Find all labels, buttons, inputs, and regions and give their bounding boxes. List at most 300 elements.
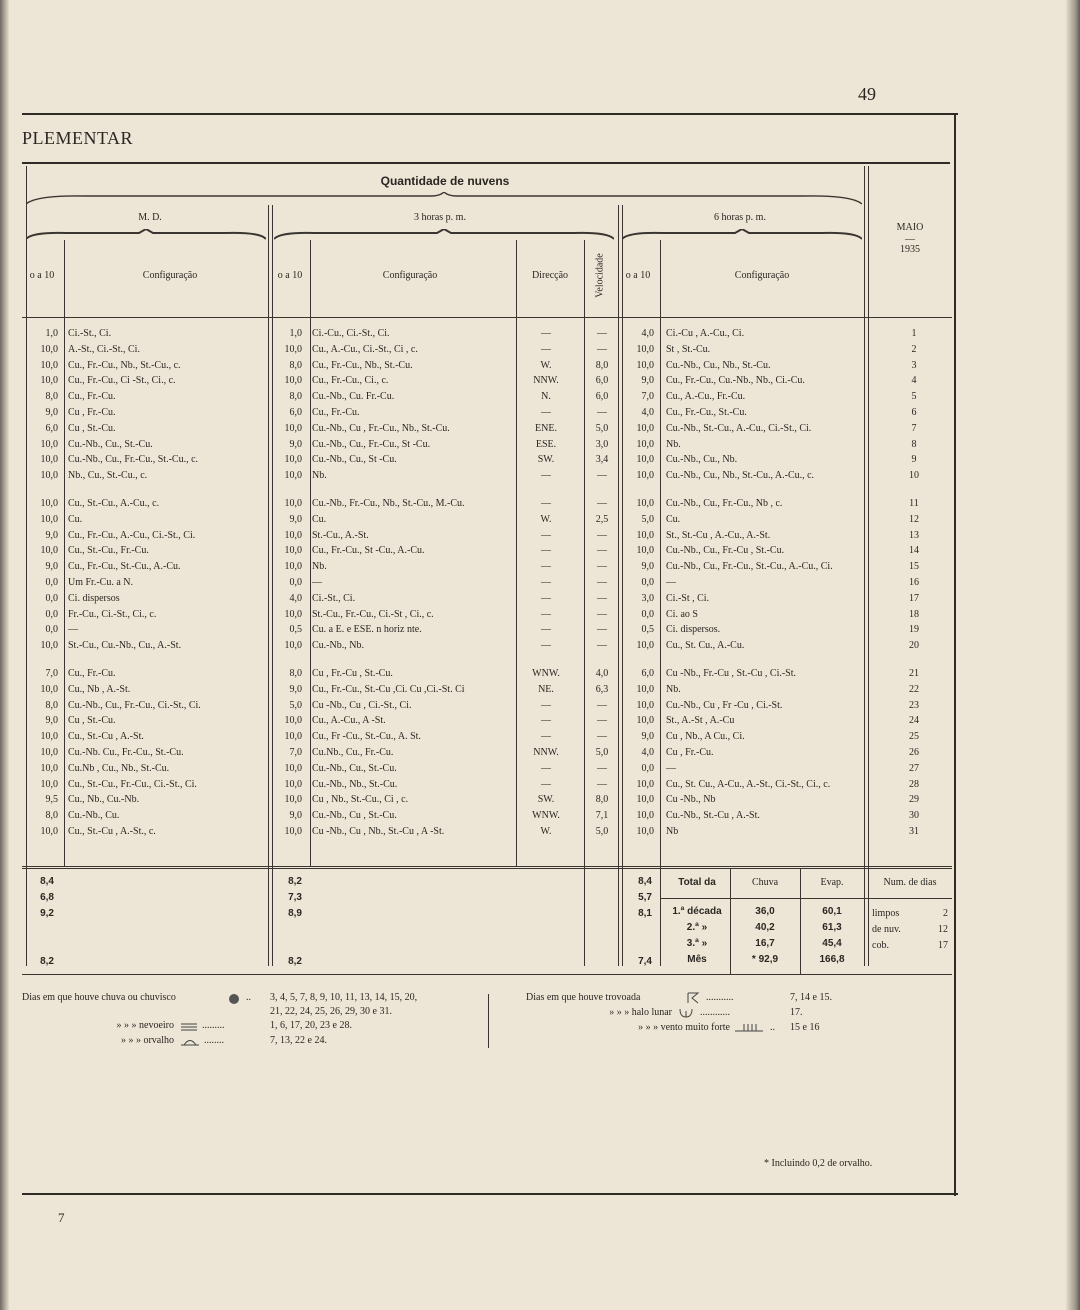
md-amount: 10,0 <box>40 778 58 790</box>
h3-config: Cu., A.-Cu., Ci.-St., Ci , c. <box>312 343 418 355</box>
md-config: Cu., Fr.-Cu., Ci -St., Ci., c. <box>68 375 176 387</box>
h6-amount: 9,0 <box>641 375 654 387</box>
h6-amount: 10,0 <box>636 715 654 727</box>
header-brace-md <box>26 229 266 241</box>
h6-config: Cu -Nb., Fr.-Cu , St.-Cu , Ci.-St. <box>666 668 797 679</box>
day: 17 <box>909 592 919 604</box>
h3-amount: 10,0 <box>284 778 302 790</box>
legend-nevoeiro-label: » » » nevoeiro <box>116 1020 174 1031</box>
h3-amount: 10,0 <box>284 640 302 652</box>
md-config: Cu. <box>68 513 83 525</box>
md-config: Cu.Nb , Cu., Nb., St.-Cu. <box>68 762 170 774</box>
header-brace-main <box>26 192 862 206</box>
header-scale-3h: o a 10 <box>277 270 303 281</box>
md-amount: 9,0 <box>45 715 58 727</box>
day: 26 <box>909 747 919 758</box>
fog-symbol-icon <box>180 1022 198 1032</box>
table-row <box>22 496 952 512</box>
h6-amount: 9,0 <box>641 561 654 573</box>
h6-config: — <box>666 577 676 588</box>
h6-amount: 10,0 <box>636 545 654 557</box>
legend-vento-days: 15 e 16 <box>790 1022 820 1033</box>
day: 19 <box>909 624 919 636</box>
period-dec3: 3.ª » <box>686 938 708 949</box>
h3-amount: 10,0 <box>284 561 302 573</box>
h6-amount: 10,0 <box>636 778 654 790</box>
table-row <box>22 373 952 389</box>
dias-cob-value: 17 <box>938 940 948 951</box>
h6-amount: 10,0 <box>636 470 654 482</box>
period-dec1: 1.ª década <box>672 906 722 917</box>
header-brace-6h <box>622 229 862 241</box>
md-config: Cu., St.-Cu., A.-Cu., c. <box>68 498 160 509</box>
table-row <box>22 682 952 698</box>
header-velocidade: Velocidade <box>594 253 606 298</box>
h3-direction: — <box>541 561 551 573</box>
md-config: St.-Cu., Cu.-Nb., Cu., A.-St. <box>68 640 182 652</box>
legend-chuva-days-2: 21, 22, 24, 25, 26, 29, 30 e 31. <box>270 1006 392 1017</box>
dias-limpos-value: 2 <box>943 908 948 919</box>
h6-config: Cu., St. Cu., A-Cu., A.-St., Ci.-St., Ci., c. <box>666 778 831 790</box>
md-config: Cu.-Nb., Cu., Fr.-Cu., St.-Cu., c. <box>68 454 199 466</box>
h6-config: Ci. dispersos. <box>666 624 721 636</box>
md-config: Cu., Nb , A.-St. <box>68 683 131 695</box>
h6-config: Cu., Fr.-Cu., Cu.-Nb., Nb., Ci.-Cu. <box>666 375 805 387</box>
day: 4 <box>911 375 917 387</box>
h3-avg-month: 8,2 <box>288 956 302 967</box>
h6-config: — <box>666 762 676 774</box>
table-row <box>22 622 952 638</box>
footnote: * Incluindo 0,2 de orvalho. <box>764 1158 873 1169</box>
h6-config: Cu., St. Cu., A.-Cu. <box>666 640 745 652</box>
md-config: Cu., Fr.-Cu. <box>68 391 116 403</box>
h6-amount: 10,0 <box>636 810 654 822</box>
md-config: Cu., Nb., Cu.-Nb. <box>68 794 140 806</box>
table-row <box>22 745 952 761</box>
h6-amount: 10,0 <box>636 359 654 371</box>
table-row <box>22 326 952 342</box>
summary-header-line <box>660 898 952 899</box>
period-dec2: 2.ª » <box>686 922 708 933</box>
h3-avg-dec1: 8,2 <box>288 876 302 887</box>
h3-direction: WNW. <box>532 810 560 822</box>
h3-velocity: — <box>597 640 607 652</box>
h6-config: Ci.-St , Ci. <box>666 592 710 604</box>
h3-amount: 10,0 <box>284 498 302 509</box>
header-scale-md: o a 10 <box>29 270 55 281</box>
top-rule <box>22 113 958 115</box>
h3-amount: 8,0 <box>289 359 302 371</box>
h3-config: Ci.-Cu., Ci.-St., Ci. <box>312 328 390 339</box>
md-amount: 10,0 <box>40 498 58 509</box>
h3-config: Nb. <box>312 470 327 482</box>
h6-amount: 0,0 <box>641 608 654 620</box>
day: 13 <box>909 529 919 541</box>
h6-config: Nb <box>666 826 679 837</box>
rain-symbol-icon <box>228 993 240 1005</box>
legend-vento-label: » » » vento muito forte <box>638 1022 730 1033</box>
h6-amount: 0,5 <box>641 624 654 636</box>
md-amount: 8,0 <box>45 810 58 822</box>
legend-vento-dots: .. <box>770 1022 775 1033</box>
day: 8 <box>911 438 917 450</box>
md-config: Cu.-Nb., Cu., Fr.-Cu., Ci.-St., Ci. <box>68 699 201 711</box>
h3-velocity: — <box>597 699 607 711</box>
h3-config: Cu., Fr.-Cu., Ci., c. <box>312 375 389 387</box>
h3-amount: 0,5 <box>289 624 302 636</box>
md-amount: 10,0 <box>40 683 58 695</box>
header-bottom-line <box>22 317 952 318</box>
total-da-label: Total da <box>678 877 716 888</box>
day: 1 <box>911 328 917 339</box>
md-config: Ci. dispersos <box>68 592 120 604</box>
h3-config: Cu., Fr.-Cu. <box>312 407 360 418</box>
md-config: A.-St., Ci.-St., Ci. <box>68 343 140 355</box>
h6-avg-dec1: 8,4 <box>638 876 652 887</box>
h3-direction: — <box>541 343 551 355</box>
day: 3 <box>911 359 917 371</box>
table-row <box>22 575 952 591</box>
h3-amount: 10,0 <box>284 762 302 774</box>
md-amount: 0,0 <box>45 577 58 588</box>
h3-velocity: 5,0 <box>595 826 609 837</box>
right-border <box>954 113 956 1196</box>
book-binding-shadow <box>0 0 9 1310</box>
h3-amount: 1,0 <box>289 328 302 339</box>
md-amount: 10,0 <box>40 359 58 371</box>
md-amount: 10,0 <box>40 640 58 652</box>
day: 27 <box>909 762 919 774</box>
md-config: Um Fr.-Cu. a N. <box>68 577 133 588</box>
h3-direction: ESE. <box>535 438 557 450</box>
day: 21 <box>909 668 919 679</box>
evap-dec1: 60,1 <box>822 906 842 917</box>
md-amount: 0,0 <box>45 608 58 620</box>
page-number: 49 <box>858 84 876 104</box>
day: 25 <box>909 731 919 743</box>
md-amount: 10,0 <box>40 454 58 466</box>
h3-direction: ENE. <box>535 422 557 434</box>
day: 22 <box>909 683 919 695</box>
h6-config: Cu.-Nb., Cu., Nb. <box>666 454 738 466</box>
h6-amount: 10,0 <box>636 422 654 434</box>
h6-config: Cu.-Nb., St.-Cu., A.-Cu., Ci.-St., Ci. <box>666 422 812 434</box>
h3-amount: 10,0 <box>284 826 302 837</box>
day: 15 <box>909 561 919 573</box>
h3-config: Cu -Nb., Cu , Nb., St.-Cu , A -St. <box>312 826 445 837</box>
h3-velocity: — <box>597 529 607 541</box>
table-row <box>22 389 952 405</box>
h3-velocity: — <box>597 498 607 509</box>
md-amount: 9,5 <box>45 794 58 806</box>
strong-wind-icon <box>734 1022 764 1032</box>
h6-avg-dec2: 5,7 <box>638 892 652 903</box>
h3-config: St.-Cu., A.-St. <box>312 529 369 541</box>
md-avg-dec2: 6,8 <box>40 892 54 903</box>
h6-config: Cu , Nb., A Cu., Ci. <box>666 731 745 743</box>
page-edge-shadow <box>1066 0 1080 1310</box>
md-config: Cu , St.-Cu. <box>68 715 116 727</box>
legend-chuva-label: Dias em que houve chuva ou chuvisco <box>22 992 176 1003</box>
h3-config: Cu.-Nb., Cu , Fr.-Cu., Nb., St.-Cu. <box>312 422 450 434</box>
h3-amount: 9,0 <box>289 513 302 525</box>
chuva-dec2: 40,2 <box>755 922 775 933</box>
h6-amount: 6,0 <box>641 668 654 679</box>
md-config: Cu., Fr.-Cu., A.-Cu., Ci.-St., Ci. <box>68 529 196 541</box>
day: 16 <box>909 577 919 588</box>
evap-label: Evap. <box>820 877 844 888</box>
h3-amount: 10,0 <box>284 731 302 743</box>
chuva-dec1: 36,0 <box>755 906 775 917</box>
h3-amount: 9,0 <box>289 810 302 822</box>
md-amount: 1,0 <box>45 328 58 339</box>
h6-avg-month: 7,4 <box>638 956 652 967</box>
table-row <box>22 468 952 484</box>
legend-trovoada-label: Dias em que houve trovoada <box>526 992 641 1003</box>
summary-top-line-2 <box>22 868 952 869</box>
h3-velocity: — <box>597 328 607 339</box>
h3-config: Nb. <box>312 561 327 573</box>
h3-config: Cu.-Nb., Cu., St -Cu. <box>312 454 397 466</box>
h3-direction: — <box>541 699 551 711</box>
md-config: Cu., St.-Cu , A.-St. <box>68 731 144 743</box>
h3-config: Cu., Fr.-Cu., St.-Cu ,Ci. Cu ,Ci.-St. Ci <box>312 683 465 695</box>
h3-velocity: — <box>597 762 607 774</box>
h6-config: Cu.-Nb., Cu., Nb., St.-Cu. <box>666 359 771 371</box>
h3-velocity: 3,0 <box>595 438 609 450</box>
header-brace-3h <box>274 229 614 241</box>
h3-amount: 4,0 <box>289 592 302 604</box>
h3-velocity: — <box>597 407 607 418</box>
md-amount: 9,0 <box>45 561 58 573</box>
num-dias-label: Num. de dias <box>883 877 937 888</box>
h6-amount: 10,0 <box>636 454 654 466</box>
lunar-halo-icon <box>678 1008 694 1018</box>
h3-direction: — <box>541 328 551 339</box>
md-amount: 8,0 <box>45 699 58 711</box>
table-row <box>22 761 952 777</box>
day: 2 <box>911 343 917 355</box>
summary-bottom-line <box>22 974 952 975</box>
md-amount: 10,0 <box>40 762 58 774</box>
h6-amount: 10,0 <box>636 343 654 355</box>
h3-velocity: 2,5 <box>595 513 609 525</box>
day: 12 <box>909 513 919 525</box>
h3-velocity: 3,4 <box>595 454 609 466</box>
table-row <box>22 698 952 714</box>
h3-config: Cu.-Nb., Fr.-Cu., Nb., St.-Cu., M.-Cu. <box>312 498 465 509</box>
h3-direction: — <box>541 731 551 743</box>
md-config: Cu , St.-Cu. <box>68 422 116 434</box>
table-row <box>22 405 952 421</box>
md-config: Nb., Cu., St.-Cu., c. <box>68 470 148 482</box>
md-amount: 10,0 <box>40 438 58 450</box>
table-row <box>22 729 952 745</box>
md-amount: 10,0 <box>40 545 58 557</box>
h3-config: Cu., Fr.-Cu., St -Cu., A.-Cu. <box>312 545 425 557</box>
h3-amount: 0,0 <box>289 577 302 588</box>
md-amount: 7,0 <box>45 668 58 679</box>
header-config-6h: Configuração <box>734 270 790 281</box>
table-row <box>22 421 952 437</box>
h3-direction: W. <box>540 513 552 525</box>
header-config-3h: Configuração <box>382 270 438 281</box>
table-row <box>22 342 952 358</box>
legend-trovoada-dots: ........... <box>706 992 734 1003</box>
h3-amount: 10,0 <box>284 343 302 355</box>
h3-velocity: — <box>597 343 607 355</box>
h6-amount: 0,0 <box>641 577 654 588</box>
dias-cob-label: cob. <box>872 940 889 951</box>
day: 10 <box>909 470 919 482</box>
md-amount: 9,0 <box>45 407 58 418</box>
bottom-rule <box>22 1193 958 1195</box>
h3-config: Cu , Nb., St.-Cu., Ci , c. <box>312 794 409 806</box>
md-amount: 10,0 <box>40 826 58 837</box>
h3-velocity: 6,3 <box>595 683 609 695</box>
md-avg-dec1: 8,4 <box>40 876 54 887</box>
h3-amount: 9,0 <box>289 683 302 695</box>
header-month-dash: — <box>905 234 915 245</box>
header-md: M. D. <box>138 212 162 223</box>
h3-amount: 7,0 <box>289 747 302 758</box>
h3-direction: — <box>541 715 551 727</box>
legend-trovoada-days: 7, 14 e 15. <box>790 992 832 1003</box>
h6-amount: 10,0 <box>636 826 654 837</box>
h3-direction: — <box>541 577 551 588</box>
table-row <box>22 638 952 654</box>
h3-velocity: 6,0 <box>595 375 609 387</box>
h3-velocity: — <box>597 561 607 573</box>
legend-nevoeiro-days: 1, 6, 17, 20, 23 e 28. <box>270 1020 352 1031</box>
h3-config: St.-Cu., Fr.-Cu., Ci.-St , Ci., c. <box>312 608 434 620</box>
h6-avg-dec3: 8,1 <box>638 908 652 919</box>
h3-avg-dec2: 7,3 <box>288 892 302 903</box>
h6-config: Ci.-Cu , A.-Cu., Ci. <box>666 328 745 339</box>
h6-config: Cu , Fr.-Cu. <box>666 747 714 758</box>
period-month: Mês <box>687 954 707 965</box>
dias-nuv-label: de nuv. <box>872 924 901 935</box>
md-config: Fr.-Cu., Ci.-St., Ci., c. <box>68 608 157 620</box>
header-config-md: Configuração <box>142 270 198 281</box>
h6-amount: 10,0 <box>636 640 654 652</box>
day: 29 <box>909 794 919 806</box>
h6-amount: 7,0 <box>641 391 654 403</box>
table-row <box>22 607 952 623</box>
h3-direction: SW. <box>537 454 555 466</box>
md-amount: 6,0 <box>45 422 58 434</box>
h3-direction: NNW. <box>533 375 559 387</box>
section-rule <box>22 162 950 164</box>
table-row <box>22 559 952 575</box>
chuva-label: Chuva <box>751 877 779 888</box>
md-amount: 10,0 <box>40 343 58 355</box>
h3-velocity: — <box>597 731 607 743</box>
md-amount: 8,0 <box>45 391 58 403</box>
legend-halo-dots: ............ <box>700 1007 730 1018</box>
h3-velocity: 5,0 <box>595 747 609 758</box>
h6-config: Nb. <box>666 438 681 450</box>
h3-direction: NE. <box>538 683 554 695</box>
legend-chuva-dots: .. <box>246 992 251 1003</box>
h6-config: Cu. <box>666 513 681 525</box>
h3-amount: 5,0 <box>289 699 302 711</box>
h3-velocity: 6,0 <box>595 391 609 403</box>
h3-direction: W. <box>540 826 552 837</box>
thunder-symbol-icon <box>686 992 700 1004</box>
h3-amount: 10,0 <box>284 422 302 434</box>
h3-amount: 10,0 <box>284 470 302 482</box>
h3-config: Cu.-Nb., Cu. Fr.-Cu. <box>312 391 395 403</box>
md-config: Cu., Fr.-Cu. <box>68 668 116 679</box>
h3-amount: 10,0 <box>284 715 302 727</box>
h6-config: Cu.-Nb., Cu., Fr.-Cu., Nb , c. <box>666 498 783 509</box>
h3-config: Ci.-St., Ci. <box>312 592 356 604</box>
table-row <box>22 512 952 528</box>
legend-nevoeiro-dots: ......... <box>202 1020 225 1031</box>
md-config: Cu.-Nb. Cu., Fr.-Cu., St.-Cu. <box>68 747 184 758</box>
chuva-month: * 92,9 <box>751 954 779 965</box>
h6-amount: 3,0 <box>641 592 654 604</box>
day: 11 <box>909 498 919 509</box>
md-amount: 10,0 <box>40 375 58 387</box>
h3-amount: 8,0 <box>289 391 302 403</box>
md-amount: 10,0 <box>40 513 58 525</box>
h6-amount: 10,0 <box>636 529 654 541</box>
header-quantidade: Quantidade de nuvens <box>380 174 510 188</box>
table-row <box>22 824 952 840</box>
day: 5 <box>911 391 917 403</box>
md-avg-dec3: 9,2 <box>40 908 54 919</box>
h3-velocity: — <box>597 470 607 482</box>
h3-config: Cu., Fr.-Cu., Nb., St.-Cu. <box>312 359 413 371</box>
h6-amount: 4,0 <box>641 407 654 418</box>
dias-limpos-label: limpos <box>872 908 900 919</box>
header-scale-6h: o a 10 <box>625 270 651 281</box>
h3-config: Cu.Nb., Cu., Fr.-Cu. <box>312 747 394 758</box>
md-amount: 0,0 <box>45 592 58 604</box>
md-avg-month: 8,2 <box>40 956 54 967</box>
h3-config: Cu., A.-Cu., A -St. <box>312 715 386 727</box>
header-year: 1935 <box>900 244 920 255</box>
h3-config: Cu.-Nb., Nb., St.-Cu. <box>312 778 398 790</box>
h3-amount: 10,0 <box>284 545 302 557</box>
h3-direction: — <box>541 592 551 604</box>
table-row <box>22 437 952 453</box>
h3-direction: — <box>541 762 551 774</box>
h3-direction: — <box>541 778 551 790</box>
table-row <box>22 528 952 544</box>
h6-amount: 10,0 <box>636 438 654 450</box>
h6-config: St , St.-Cu. <box>666 343 711 355</box>
md-amount: 10,0 <box>40 731 58 743</box>
h3-direction: — <box>541 529 551 541</box>
h3-amount: 10,0 <box>284 608 302 620</box>
h3-direction: — <box>541 407 551 418</box>
h3-amount: 9,0 <box>289 438 302 450</box>
h3-config: Cu.-Nb., Cu., St.-Cu. <box>312 762 397 774</box>
table-row <box>22 792 952 808</box>
h3-velocity: — <box>597 545 607 557</box>
h3-velocity: — <box>597 608 607 620</box>
h3-velocity: 5,0 <box>595 422 609 434</box>
table-row <box>22 777 952 793</box>
h3-velocity: — <box>597 715 607 727</box>
day: 6 <box>911 407 917 418</box>
h6-config: Cu.-Nb., Cu., Fr.-Cu , St.-Cu. <box>666 545 785 557</box>
table-row <box>22 808 952 824</box>
h3-direction: — <box>541 545 551 557</box>
